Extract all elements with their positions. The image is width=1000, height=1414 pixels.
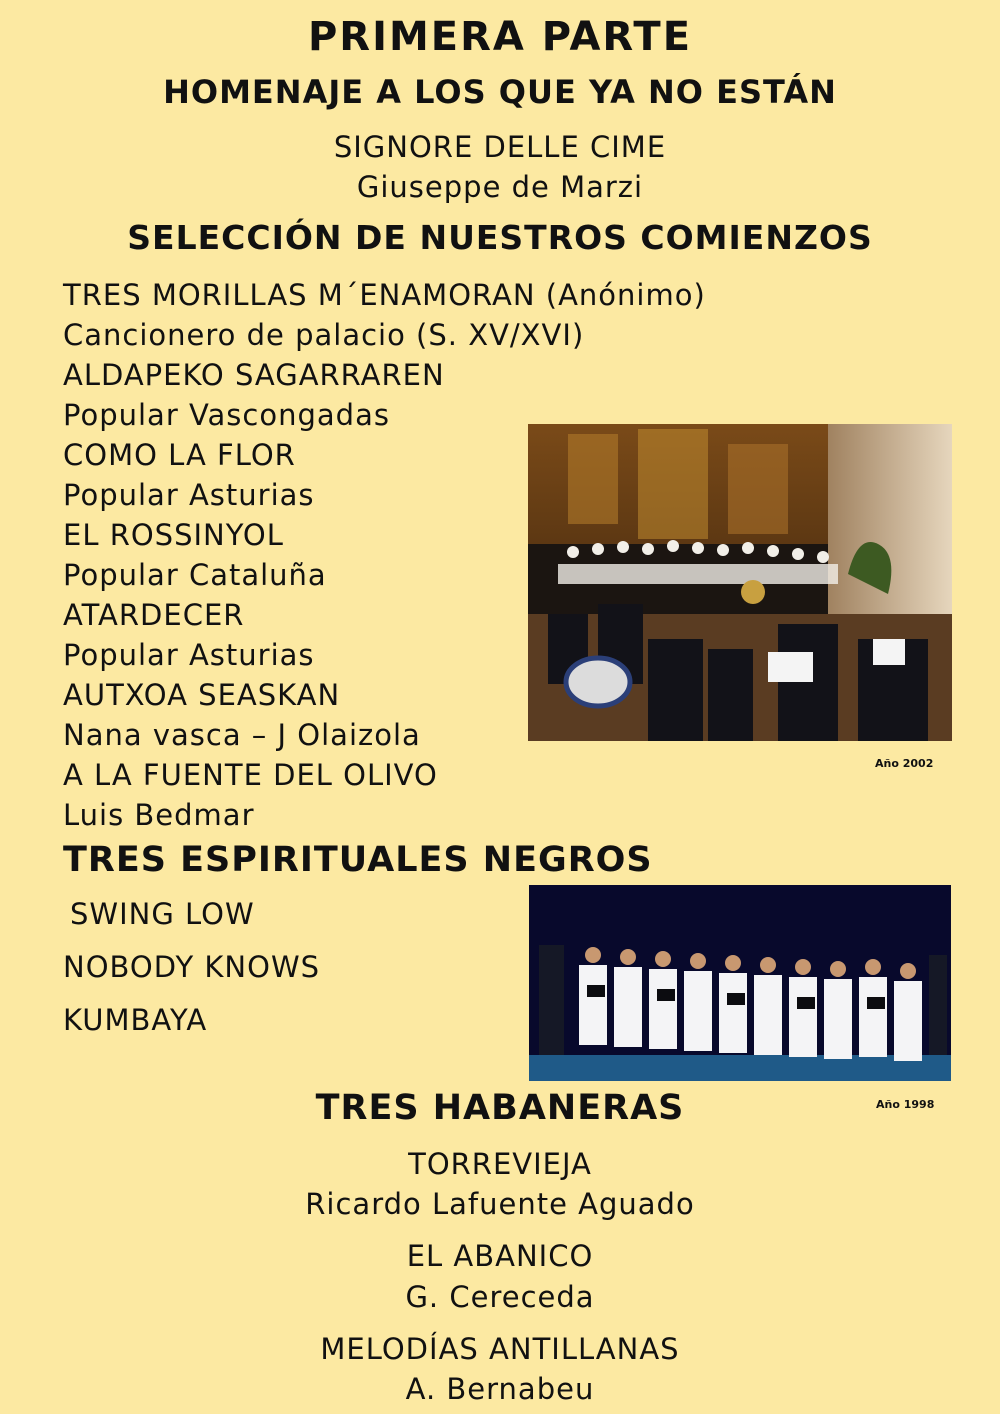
homage-composer: Giuseppe de Marzi xyxy=(356,170,644,204)
song-swing-low: SWING LOW xyxy=(70,897,255,931)
list-item: Popular Cataluña xyxy=(63,558,327,592)
homage-song: SIGNORE DELLE CIME xyxy=(333,130,667,164)
seleccion-title: SELECCIÓN DE NUESTROS COMIENZOS xyxy=(127,218,873,257)
list-item: Popular Vascongadas xyxy=(63,398,390,432)
homage-title: HOMENAJE A LOS QUE YA NO ESTÁN xyxy=(163,73,837,111)
list-item: Popular Asturias xyxy=(63,638,315,672)
habaneras-title: TRES HABANERAS xyxy=(315,1088,685,1128)
list-item: COMO LA FLOR xyxy=(63,438,296,472)
espirituales-title: TRES ESPIRITUALES NEGROS xyxy=(63,840,653,880)
church-photo-caption: Año 2002 xyxy=(875,757,934,770)
list-item: ATARDECER xyxy=(63,598,245,632)
habanera-composer-1: Ricardo Lafuente Aguado xyxy=(305,1187,695,1221)
list-item: A LA FUENTE DEL OLIVO xyxy=(63,758,438,792)
choir-stage-photo xyxy=(529,885,951,1081)
stage-photo-caption: Año 1998 xyxy=(876,1098,935,1111)
list-item: ALDAPEKO SAGARRAREN xyxy=(63,358,445,392)
list-item: Luis Bedmar xyxy=(63,798,255,832)
habanera-song-1: TORREVIEJA xyxy=(408,1147,592,1181)
habanera-composer-2: G. Cereceda xyxy=(405,1280,595,1314)
list-item: Popular Asturias xyxy=(63,478,315,512)
list-item: EL ROSSINYOL xyxy=(63,518,284,552)
church-concert-photo xyxy=(528,424,952,741)
song-nobody-knows: NOBODY KNOWS xyxy=(63,950,321,984)
part-title: PRIMERA PARTE xyxy=(307,14,693,60)
list-item: AUTXOA SEASKAN xyxy=(63,678,341,712)
list-item: TRES MORILLAS M´ENAMORAN (Anónimo) xyxy=(63,278,706,312)
list-item: Cancionero de palacio (S. XV/XVI) xyxy=(63,318,585,352)
habanera-composer-3: A. Bernabeu xyxy=(405,1372,595,1406)
list-item: Nana vasca – J Olaizola xyxy=(63,718,421,752)
habanera-song-2: EL ABANICO xyxy=(406,1239,594,1273)
song-kumbaya: KUMBAYA xyxy=(63,1003,208,1037)
habanera-song-3: MELODÍAS ANTILLANAS xyxy=(320,1332,680,1366)
